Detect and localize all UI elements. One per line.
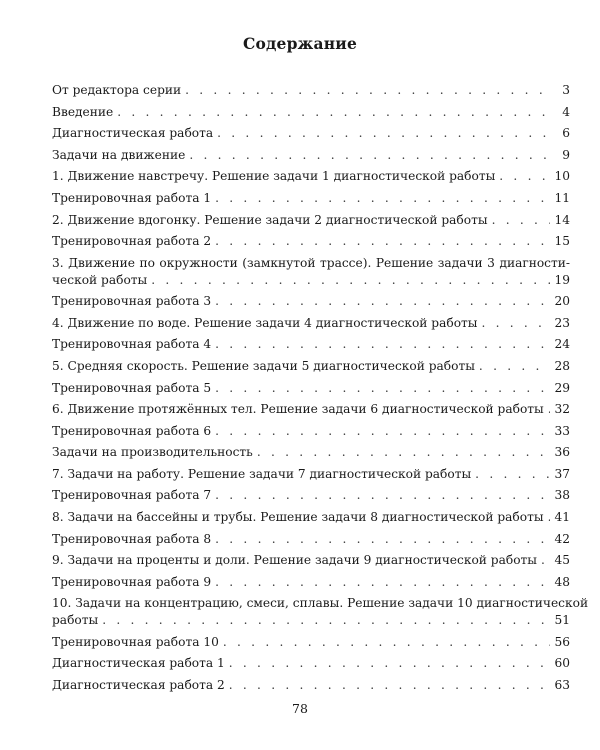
toc-entry-title: Диагностическая работа 2 <box>52 678 225 693</box>
toc-entry-page: 19 <box>554 272 570 287</box>
toc-entry-row <box>52 233 570 255</box>
toc-entry-row <box>52 358 570 380</box>
toc-entry <box>52 125 570 147</box>
toc-entry-row <box>52 487 570 509</box>
toc-entry <box>52 509 570 531</box>
toc-entry-title: Тренировочная работа 9 <box>52 574 212 589</box>
toc-entry-page: 63 <box>554 678 570 693</box>
toc-entry-page: 32 <box>554 402 570 417</box>
toc-entry <box>52 293 570 315</box>
toc-entry-page: 11 <box>554 190 570 205</box>
dot-leader <box>102 612 550 629</box>
toc-entry-row <box>52 212 570 234</box>
toc-entry-page: 36 <box>554 445 570 460</box>
toc-entry-row <box>52 315 570 337</box>
toc-entry-row <box>52 82 570 104</box>
toc-entry-title: Тренировочная работа 4 <box>52 337 212 352</box>
dot-leader <box>215 293 550 310</box>
toc-entry-page: 51 <box>554 613 570 628</box>
toc-entry <box>52 255 570 293</box>
toc-entry-page: 28 <box>554 358 570 373</box>
dot-leader <box>229 655 551 672</box>
toc-entry-title: От редактора серии <box>52 83 182 97</box>
toc-entry-page: 20 <box>554 294 570 309</box>
toc-entry-row <box>52 190 570 212</box>
dot-leader <box>215 574 550 591</box>
dot-leader <box>548 401 551 418</box>
dot-leader <box>257 444 551 461</box>
toc-entry-page: 3 <box>562 83 570 97</box>
toc-entry <box>52 358 570 380</box>
toc-entry-page: 56 <box>554 634 570 649</box>
toc-entry <box>52 401 570 423</box>
toc-entry-title: 6. Движение протяжённых тел. Решение задачи 6 диагностической работы <box>52 402 544 417</box>
toc-entry-title: 2. Движение вдогонку. Решение задачи 2 диагностической работы <box>52 212 488 227</box>
toc-entry <box>52 466 570 488</box>
toc-entry-page: 38 <box>554 488 570 503</box>
toc-entry-title: ческой работы <box>52 272 148 287</box>
toc-entry-row <box>52 423 570 445</box>
toc-entry-row <box>52 293 570 315</box>
toc-entry-title: Тренировочная работа 7 <box>52 488 212 503</box>
toc-entry-page: 45 <box>554 553 570 568</box>
toc-entry-row <box>52 168 570 190</box>
toc-entry-title: Диагностическая работа <box>52 126 214 141</box>
toc-entry-page: 29 <box>554 380 570 395</box>
toc-entry-row <box>52 552 570 574</box>
dot-leader <box>117 104 552 121</box>
toc-entry-title: Тренировочная работа 5 <box>52 380 212 395</box>
dot-leader <box>217 125 552 142</box>
toc-entry <box>52 212 570 234</box>
toc-entry-page: 33 <box>554 423 570 438</box>
toc-entry-row <box>52 655 570 677</box>
toc-entry-page: 6 <box>562 126 570 141</box>
dot-leader <box>151 272 550 289</box>
page-title: Содержание <box>242 34 358 53</box>
dot-leader <box>215 423 550 440</box>
toc-entry-page: 14 <box>554 212 570 227</box>
toc-entry <box>52 104 570 126</box>
toc-entry-page: 24 <box>554 337 570 352</box>
toc-entry <box>52 595 589 633</box>
toc-entry-title: Тренировочная работа 10 <box>52 634 219 649</box>
dot-leader <box>215 233 550 250</box>
toc-entry-row <box>52 466 570 488</box>
toc-entry-title: 9. Задачи на проценты и доли. Решение задачи 9 диагностической работы <box>52 553 537 568</box>
toc-entry-title: 8. Задачи на бассейны и трубы. Решение задачи 8 диагностической работы <box>52 510 544 525</box>
table-of-contents <box>52 82 589 699</box>
page-number: 78 <box>292 701 308 716</box>
toc-entry-title: Тренировочная работа 8 <box>52 531 212 546</box>
toc-entry-page: 48 <box>554 574 570 589</box>
dot-leader <box>215 531 550 548</box>
toc-entry-row <box>52 336 570 358</box>
toc-entry-row <box>52 574 570 596</box>
toc-entry <box>52 531 570 553</box>
toc-entry-row <box>52 272 570 293</box>
toc-entry <box>52 315 570 337</box>
toc-entry-title: Введение <box>52 104 114 119</box>
dot-leader <box>215 487 550 504</box>
toc-entry-row <box>52 612 570 633</box>
toc-entry-title: Тренировочная работа 3 <box>52 294 212 309</box>
toc-entry <box>52 190 570 212</box>
toc-entry-title: Диагностическая работа 1 <box>52 656 225 671</box>
dot-leader <box>541 552 551 569</box>
toc-entry-title: 1. Движение навстречу. Решение задачи 1 диагностической работы <box>52 169 496 184</box>
toc-entry-row <box>52 531 570 553</box>
toc-entry-row <box>52 444 570 466</box>
toc-entry <box>52 423 570 445</box>
toc-entry-title: Тренировочная работа 1 <box>52 190 212 205</box>
dot-leader <box>215 190 550 207</box>
dot-leader <box>499 168 550 185</box>
dot-leader <box>475 466 550 483</box>
toc-entry-title-line: 10. Задачи на концентрацию, смеси, сплавы. Решение задачи 10 диагностической <box>52 596 589 611</box>
dot-leader <box>189 147 552 164</box>
toc-entry-title: Тренировочная работа 6 <box>52 423 212 438</box>
toc-entry-page: 37 <box>554 466 570 481</box>
toc-entry-title: Тренировочная работа 2 <box>52 234 212 249</box>
toc-entry-title: 4. Движение по воде. Решение задачи 4 диагностической работы <box>52 315 478 330</box>
dot-leader <box>481 315 550 332</box>
toc-entry <box>52 380 570 402</box>
dot-leader <box>492 212 551 229</box>
toc-entry-page: 4 <box>562 104 570 119</box>
toc-entry <box>52 574 570 596</box>
dot-leader <box>229 677 551 694</box>
toc-entry <box>52 233 570 255</box>
dot-leader <box>215 380 550 397</box>
toc-entry-row <box>52 509 570 531</box>
toc-entry-page: 9 <box>562 147 570 162</box>
toc-entry-page: 15 <box>554 234 570 249</box>
dot-leader <box>223 634 551 651</box>
toc-entry <box>52 487 570 509</box>
toc-entry-title: работы <box>52 613 99 628</box>
dot-leader <box>215 336 550 353</box>
dot-leader <box>479 358 551 375</box>
toc-entry <box>52 147 570 169</box>
toc-entry-title: Задачи на производительность <box>52 445 253 460</box>
toc-entry-title-line: 3. Движение по окружности (замкнутой трассе). Решение задачи 3 диагности- <box>52 255 570 270</box>
toc-entry <box>52 677 570 699</box>
toc-entry <box>52 444 570 466</box>
toc-entry <box>52 655 570 677</box>
toc-entry <box>52 552 570 574</box>
toc-entry-page: 23 <box>554 315 570 330</box>
toc-entry-row <box>52 380 570 402</box>
toc-entry-row <box>52 125 570 147</box>
toc-entry-page: 10 <box>554 169 570 184</box>
toc-entry-row <box>52 147 570 169</box>
dot-leader <box>548 509 551 526</box>
toc-entry-title: 5. Средняя скорость. Решение задачи 5 диагностической работы <box>52 358 475 373</box>
toc-entry <box>52 82 570 104</box>
toc-entry-row <box>52 634 570 656</box>
toc-entry-row <box>52 104 570 126</box>
toc-entry <box>52 634 570 656</box>
toc-entry-page: 41 <box>554 510 570 525</box>
dot-leader <box>185 82 552 99</box>
toc-entry-row <box>52 401 570 423</box>
toc-entry-page: 42 <box>554 531 570 546</box>
toc-entry <box>52 336 570 358</box>
toc-entry <box>52 168 570 190</box>
toc-entry-title: Задачи на движение <box>52 147 186 162</box>
toc-entry-row <box>52 677 570 699</box>
toc-entry-page: 60 <box>554 656 570 671</box>
toc-entry-title: 7. Задачи на работу. Решение задачи 7 диагностической работы <box>52 466 472 481</box>
